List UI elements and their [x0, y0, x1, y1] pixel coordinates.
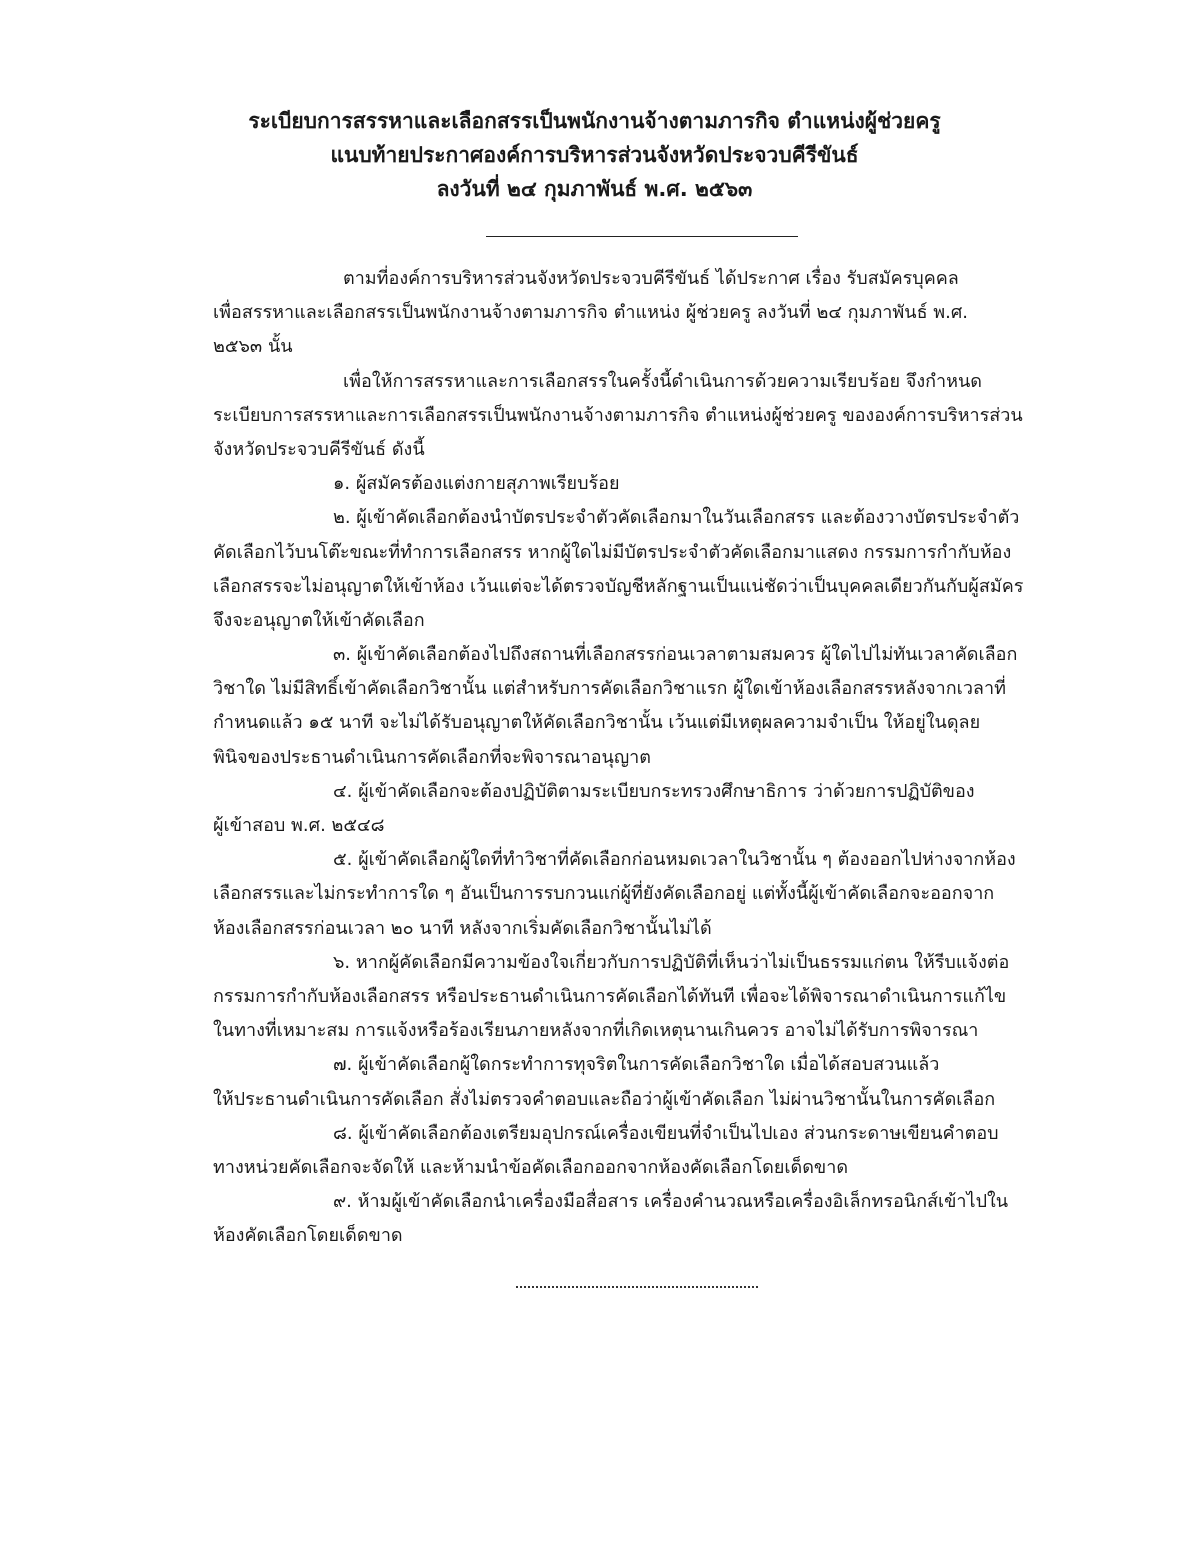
- body-line: เลือกสรรจะไม่อนุญาตให้เข้าห้อง เว้นแต่จะได้ตรวจบัญชีหลักฐานเป็นแน่ชัดว่าเป็นบุคคลเดียวกันกับผู้สมัคร: [213, 575, 1024, 597]
- document-header: [0, 104, 1189, 206]
- end-dotted-line: [516, 1286, 758, 1288]
- document-body: [213, 262, 1069, 1253]
- rule-item-9: ๙. ห้ามผู้เข้าคัดเลือกนำเครื่องมือสื่อสาร เครื่องคำนวณหรือเครื่องอิเล็กทรอนิกส์เข้าไปใน: [333, 1191, 1009, 1213]
- rule-item-3: ๓. ผู้เข้าคัดเลือกต้องไปถึงสถานที่เลือกสรรก่อนเวลาตามสมควร ผู้ใดไปไม่ทันเวลาคัดเลือก: [333, 644, 1018, 666]
- document-date: ลงวันที่ ๒๔ กุมภาพันธ์ พ.ศ. ๒๕๖๓: [436, 177, 753, 201]
- rule-item-4: ๔. ผู้เข้าคัดเลือกจะต้องปฏิบัติตามระเบียบกระทรวงศึกษาธิการ ว่าด้วยการปฏิบัติของ: [333, 780, 975, 802]
- body-line: ๒๕๖๓ นั้น: [213, 336, 293, 358]
- document-subtitle: แนบท้ายประกาศองค์การบริหารส่วนจังหวัดประจวบคีรีขันธ์: [330, 143, 859, 167]
- body-line: กรรมการกำกับห้องเลือกสรร หรือประธานดำเนินการคัดเลือกได้ทันที เพื่อจะได้พิจารณาดำเนินการแก้ไข: [213, 985, 1007, 1007]
- body-line: ผู้เข้าสอบ พ.ศ. ๒๕๔๘: [213, 815, 385, 836]
- body-line: ทางหน่วยคัดเลือกจะจัดให้ และห้ามนำข้อคัดเลือกออกจากห้องคัดเลือกโดยเด็ดขาด: [213, 1156, 849, 1178]
- rule-item-8: ๘. ผู้เข้าคัดเลือกต้องเตรียมอุปกรณ์เครื่องเขียนที่จำเป็นไปเอง ส่วนกระดาษเขียนคำตอบ: [333, 1122, 999, 1144]
- body-line: ตามที่องค์การบริหารส่วนจังหวัดประจวบคีรีขันธ์ ได้ประกาศ เรื่อง รับสมัครบุคคล: [343, 268, 959, 289]
- body-line: จังหวัดประจวบคีรีขันธ์ ดังนี้: [213, 438, 425, 460]
- body-line: กำหนดแล้ว ๑๕ นาที จะไม่ได้รับอนุญาตให้คัดเลือกวิชานั้น เว้นแต่มีเหตุผลความจำเป็น ให้อยู่ในดุลย: [213, 712, 981, 734]
- header-divider: [486, 236, 798, 237]
- body-line: วิชาใด ไม่มีสิทธิ์เข้าคัดเลือกวิชานั้น แต่สำหรับการคัดเลือกวิชาแรก ผู้ใดเข้าห้องเลือกสรรหลังจากเวลาที่: [213, 678, 1006, 700]
- rule-item-5: ๕. ผู้เข้าคัดเลือกผู้ใดที่ทำวิชาที่คัดเลือกก่อนหมดเวลาในวิชานั้น ๆ ต้องออกไปห่างจากห้อง: [333, 849, 1016, 871]
- body-line: เพื่อสรรหาและเลือกสรรเป็นพนักงานจ้างตามภารกิจ ตำแหน่ง ผู้ช่วยครู ลงวันที่ ๒๔ กุมภาพันธ์ พ.ศ.: [213, 302, 969, 324]
- document-title: ระเบียบการสรรหาและเลือกสรรเป็นพนักงานจ้างตามภารกิจ ตำแหน่งผู้ช่วยครู: [248, 109, 941, 133]
- body-line: คัดเลือกไว้บนโต๊ะขณะที่ทำการเลือกสรร หากผู้ใดไม่มีบัตรประจำตัวคัดเลือกมาแสดง กรรมการกำกับห้อง: [213, 541, 1012, 563]
- body-line: ในทางที่เหมาะสม การแจ้งหรือร้องเรียนภายหลังจากที่เกิดเหตุนานเกินควร อาจไม่ได้รับการพิจารณา: [213, 1020, 979, 1042]
- body-line: เพื่อให้การสรรหาและการเลือกสรรในครั้งนี้ดำเนินการด้วยความเรียบร้อย จึงกำหนด: [343, 370, 982, 392]
- body-line: จึงจะอนุญาตให้เข้าคัดเลือก: [213, 609, 425, 631]
- body-line: ห้องเลือกสรรก่อนเวลา ๒๐ นาที หลังจากเริ่มคัดเลือกวิชานั้นไม่ได้: [213, 917, 712, 939]
- rule-item-6: ๖. หากผู้คัดเลือกมีความข้องใจเกี่ยวกับการปฏิบัติที่เห็นว่าไม่เป็นธรรมแก่ตน ให้รีบแจ้งต่อ: [333, 951, 1010, 973]
- body-line: ระเบียบการสรรหาและการเลือกสรรเป็นพนักงานจ้างตามภารกิจ ตำแหน่งผู้ช่วยครู ขององค์การบริหารส่วน: [213, 404, 1023, 426]
- body-line: ห้องคัดเลือกโดยเด็ดขาด: [213, 1225, 403, 1247]
- body-line: พินิจของประธานดำเนินการคัดเลือกที่จะพิจารณาอนุญาต: [213, 746, 651, 768]
- rule-item-7: ๗. ผู้เข้าคัดเลือกผู้ใดกระทำการทุจริตในการคัดเลือกวิชาใด เมื่อได้สอบสวนแล้ว: [333, 1054, 940, 1076]
- rule-item-2: ๒. ผู้เข้าคัดเลือกต้องนำบัตรประจำตัวคัดเลือกมาในวันเลือกสรร และต้องวางบัตรประจำตัว: [333, 507, 1020, 529]
- rule-item-1: ๑. ผู้สมัครต้องแต่งกายสุภาพเรียบร้อย: [333, 473, 620, 495]
- body-line: ให้ประธานดำเนินการคัดเลือก สั่งไม่ตรวจคำตอบและถือว่าผู้เข้าคัดเลือก ไม่ผ่านวิชานั้นในการคัดเลือก: [213, 1088, 996, 1110]
- body-line: เลือกสรรและไม่กระทำการใด ๆ อันเป็นการรบกวนแก่ผู้ที่ยังคัดเลือกอยู่ แต่ทั้งนี้ผู้เข้าคัดเลือกจะออกจาก: [213, 883, 995, 905]
